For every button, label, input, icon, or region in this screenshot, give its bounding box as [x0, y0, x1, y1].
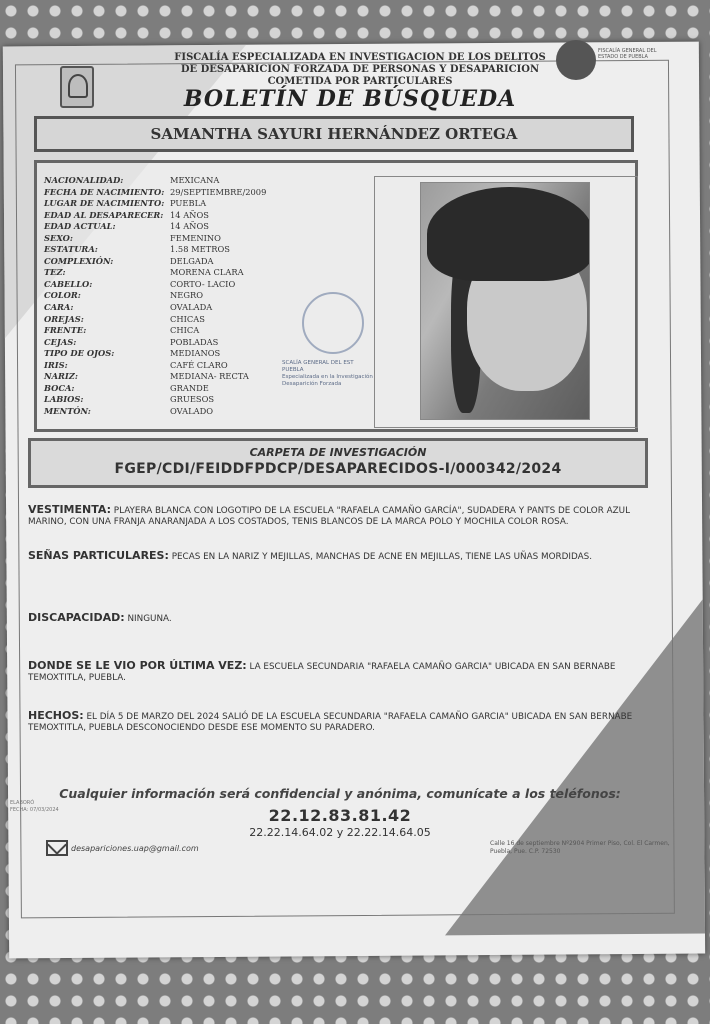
field-row: [44, 187, 324, 199]
distinguishing-marks-label: SEÑAS PARTICULARES:: [28, 549, 169, 562]
investigation-folder-number: FGEP/CDI/FEIDDFPDCP/DESAPARECIDOS-I/000342/2024: [114, 461, 562, 477]
field-value: OVALADA: [170, 302, 213, 313]
field-label: LUGAR DE NACIMIENTO:: [44, 198, 165, 209]
person-name: SAMANTHA SAYURI HERNÁNDEZ ORTEGA: [34, 116, 634, 152]
seal-stamp-icon: [302, 292, 364, 354]
last-seen-section: [28, 660, 664, 684]
field-row: [44, 221, 324, 233]
last-seen-label: DONDE SE LE VIO POR ÚLTIMA VEZ:: [28, 659, 247, 672]
field-row: [44, 244, 324, 256]
investigation-folder-label: CARPETA DE INVESTIGACIÓN: [249, 446, 427, 459]
side-note-line-1: ELABORÓ: [10, 800, 35, 806]
field-row: [44, 256, 324, 268]
field-value: GRANDE: [170, 382, 209, 393]
field-value: CORTO- LACIO: [170, 278, 236, 289]
field-label: TIPO DE OJOS:: [44, 348, 115, 359]
disability-label: DISCAPACIDAD:: [28, 611, 125, 624]
distinguishing-marks-section: [28, 550, 664, 563]
field-row: [44, 175, 324, 187]
field-label: NARIZ:: [44, 371, 78, 382]
photo-hat: [427, 187, 590, 281]
field-value: CHICAS: [170, 313, 205, 324]
field-label: CABELLO:: [44, 278, 93, 289]
field-value: CAFÉ CLARO: [170, 359, 228, 370]
agency-line-2: DE DESAPARICION FORZADA DE PERSONAS Y DESAPARICION: [180, 64, 540, 75]
facts-text: EL DÍA 5 DE MARZO DEL 2024 SALIÓ DE LA ESCUELA SECUNDARIA "RAFAELA CAMAÑO GARCIA" UBICADA EN SAN BERNABE TEMOXTITLA, PUEBLA DESCONOCIENDO DESDE ESE MOMENTO SU PARADERO.: [28, 712, 633, 733]
state-seal-icon: [60, 66, 94, 108]
clothing-label: VESTIMENTA:: [28, 503, 111, 516]
mail-icon: [46, 840, 68, 856]
investigation-folder: [28, 438, 648, 488]
field-label: IRIS:: [44, 359, 68, 370]
field-row: [44, 233, 324, 245]
stamp-line-4: Desaparición Forzada: [282, 381, 342, 387]
field-row: [44, 210, 324, 222]
last-seen-text: LA ESCUELA SECUNDARIA "RAFAELA CAMAÑO GARCIA" UBICADA EN SAN BERNABE TEMOXTITLA, PUEBLA.: [28, 662, 616, 683]
field-label: COMPLEXIÓN:: [44, 255, 114, 266]
field-label: EDAD AL DESAPARECER:: [44, 209, 164, 220]
stamp-line-3: Especializada en la Investigación: [282, 374, 373, 380]
side-note-line-2: FECHA: 07/03/2024: [10, 807, 59, 813]
field-label: OREJAS:: [44, 313, 84, 324]
stamp-line-2: PUEBLA: [282, 367, 304, 373]
agency-line-3: COMETIDA POR PARTICULARES: [267, 76, 453, 87]
stamp-line-1: SCALÍA GENERAL DEL EST: [282, 360, 354, 366]
field-value: GRUESOS: [170, 394, 215, 405]
clothing-section: [28, 504, 664, 528]
person-photo: [420, 182, 590, 420]
phone-main: 22.12.83.81.42: [268, 806, 412, 825]
field-label: FRENTE:: [44, 325, 87, 336]
field-value: 14 AÑOS: [170, 209, 209, 220]
field-value: MORENA CLARA: [170, 267, 244, 278]
disability-text: NINGUNA.: [127, 614, 172, 624]
field-value: POBLADAS: [170, 336, 219, 347]
fiscalia-logo-text: FISCALÍA GENERAL DEL ESTADO DE PUEBLA: [598, 48, 657, 60]
agency-header: [150, 52, 570, 88]
field-value: DELGADA: [170, 255, 214, 266]
field-row: [44, 279, 324, 291]
field-value: NEGRO: [170, 290, 203, 301]
distinguishing-marks-text: PECAS EN LA NARIZ Y MEJILLAS, MANCHAS DE ACNE EN MEJILLAS, TIENE LAS UÑAS MORDIDAS.: [171, 552, 593, 562]
field-label: ESTATURA:: [44, 244, 98, 255]
field-value: OVALADO: [170, 405, 214, 416]
phone-alt: 22.22.14.64.02 y 22.22.14.64.05: [249, 826, 431, 839]
field-label: NACIONALIDAD:: [44, 175, 124, 185]
field-label: BOCA:: [44, 382, 75, 393]
confidential-message: Cualquier información será confidencial y anónima, comunícate a los teléfonos:: [59, 786, 621, 801]
field-label: EDAD ACTUAL:: [44, 221, 116, 232]
field-value: MEDIANOS: [170, 348, 221, 359]
field-label: SEXO:: [44, 232, 73, 243]
agency-line-1: FISCALÍA ESPECIALIZADA EN INVESTIGACION DE LOS DELITOS: [174, 52, 546, 63]
field-value: PUEBLA: [170, 198, 207, 209]
field-label: CARA:: [44, 302, 74, 313]
field-value: CHICA: [170, 325, 200, 336]
field-value: FEMENINO: [170, 232, 221, 243]
field-label: COLOR:: [44, 290, 81, 301]
email-address: desapariciones.uap@gmail.com: [71, 843, 199, 853]
official-stamp: [282, 292, 378, 412]
field-label: FECHA DE NACIMIENTO:: [44, 186, 165, 197]
field-value: 14 AÑOS: [170, 221, 209, 232]
email-contact: [46, 840, 199, 856]
field-label: MENTÓN:: [44, 405, 91, 416]
field-value: MEDIANA- RECTA: [170, 371, 249, 382]
field-label: CEJAS:: [44, 336, 77, 347]
field-row: [44, 267, 324, 279]
field-value: MEXICANA: [170, 175, 220, 185]
field-value: 1.58 METROS: [170, 244, 230, 255]
facts-section: [28, 710, 664, 734]
facts-label: HECHOS:: [28, 709, 84, 722]
field-value: 29/SEPTIEMBRE/2009: [170, 186, 267, 197]
field-row: [44, 198, 324, 210]
field-label: LABIOS:: [44, 394, 84, 405]
office-address: Calle 16 de septiembre Nº2904 Primer Piso, Col. El Carmen, Puebla, Pue. C.P. 72530: [490, 840, 670, 855]
field-label: TEZ:: [44, 267, 66, 278]
disability-section: [28, 612, 664, 625]
bulletin-title: BOLETÍN DE BÚSQUEDA: [183, 86, 517, 112]
clothing-text: PLAYERA BLANCA CON LOGOTIPO DE LA ESCUELA "RAFAELA CAMAÑO GARCÍA", SUDADERA Y PANTS DE COLOR AZUL MARINO, CON UNA FRANJA ANARANJADA A LOS COSTADOS, TENIS BLANCOS DE LA MARCA POLO Y MOCHILA COLOR ROSA.: [28, 506, 631, 527]
